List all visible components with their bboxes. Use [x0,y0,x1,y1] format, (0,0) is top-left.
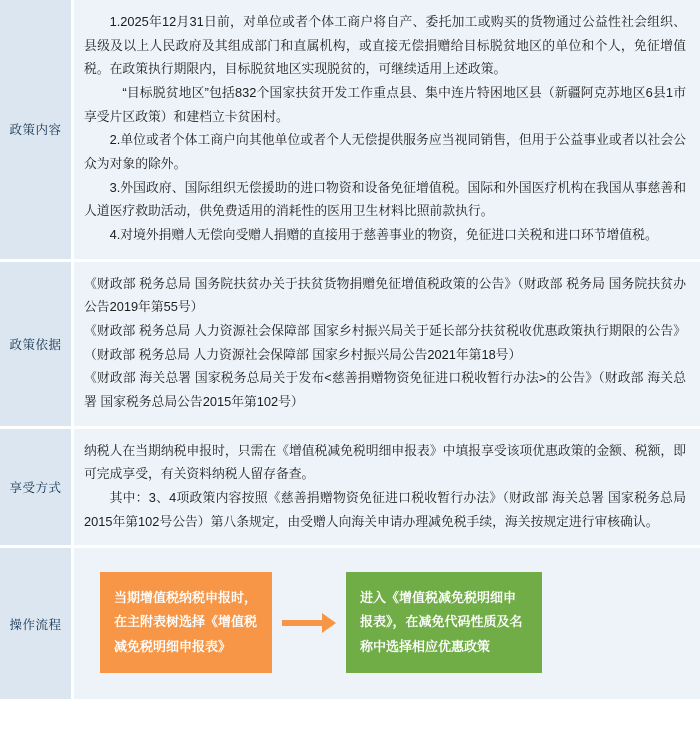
paragraph: 纳税人在当期纳税申报时，只需在《增值税减免税明细申报表》中填报享受该项优惠政策的金额、税额，即可完成享受，有关资料纳税人留存备查。 [84,442,686,482]
paragraph: “目标脱贫地区”包括832个国家扶贫开发工作重点县、集中连片特困地区县（新疆阿克苏地区6县1市享受片区政策）和建档立卡贫困村。 [84,85,686,124]
paragraph: 3.外国政府、国际组织无偿援助的进口物资和设备免征增值税。国际和外国医疗机构在我国从事慈善和人道医疗救助活动，供免费适用的消耗性的医用卫生材料比照前款执行。 [84,179,686,219]
arrow-right-icon [282,613,336,633]
flow-diagram [74,548,700,698]
row-label-enjoy-method: 享受方式 [0,429,74,546]
table-row-enjoy-method [0,429,700,549]
table-row-operation-flow [0,548,700,698]
table-row-policy-basis [0,262,700,429]
paragraph: 2.单位或者个体工商户向其他单位或者个人无偿提供服务应当视同销售，但用于公益事业或者以社会公众为对象的除外。 [84,132,686,172]
row-content-policy-basis [74,262,700,426]
paragraph: 4.对境外捐赠人无偿向受赠人捐赠的直接用于慈善事业的物资，免征进口关税和进口环节增值税。 [109,227,658,243]
paragraph: 《财政部 税务总局 人力资源社会保障部 国家乡村振兴局关于延长部分扶贫税收优惠政策执行期限的公告》（财政部 税务总局 人力资源社会保障部 国家乡村振兴局公告2021年第18号） [84,323,686,362]
row-label-operation-flow: 操作流程 [0,548,74,698]
row-content-enjoy-method [74,429,700,546]
flow-step-2: 进入《增值税减免税明细申报表》，在减免代码性质及名称中选择相应优惠政策 [346,572,542,672]
paragraph: 《财政部 海关总署 国家税务总局关于发布<慈善捐赠物资免征进口税收暂行办法>的公告》（财政部 海关总署 国家税务总局公告2015年第102号） [84,370,686,410]
paragraph: 其中：3、4项政策内容按照《慈善捐赠物资免征进口税收暂行办法》（财政部 海关总署 国家税务总局2015年第102号公告）第八条规定，由受赠人向海关申请办理减免税手续，海关按规定进行审核确认。 [84,490,686,529]
flow-step-1: 当期增值税纳税申报时，在主附表树选择《增值税减免税明细申报表》 [100,572,272,672]
paragraph: 《财政部 税务总局 国务院扶贫办关于扶贫货物捐赠免征增值税政策的公告》（财政部 税务局 国务院扶贫办公告2019年第55号） [84,275,686,315]
table-row-policy-content [0,0,700,262]
row-label-policy-content: 政策内容 [0,0,74,259]
row-content-policy-content [74,0,700,259]
row-label-policy-basis: 政策依据 [0,262,74,426]
paragraph: 1.2025年12月31日前，对单位或者个体工商户将自产、委托加工或购买的货物通过公益性社会组织、县级及以上人民政府及其组成部门和直属机构，或直接无偿捐赠给目标脱贫地区的单位和个人，免征增值税。在政策执行期限内，目标脱贫地区实现脱贫的，可继续适用上述政策。 [84,14,686,77]
row-content-operation-flow [74,548,700,698]
